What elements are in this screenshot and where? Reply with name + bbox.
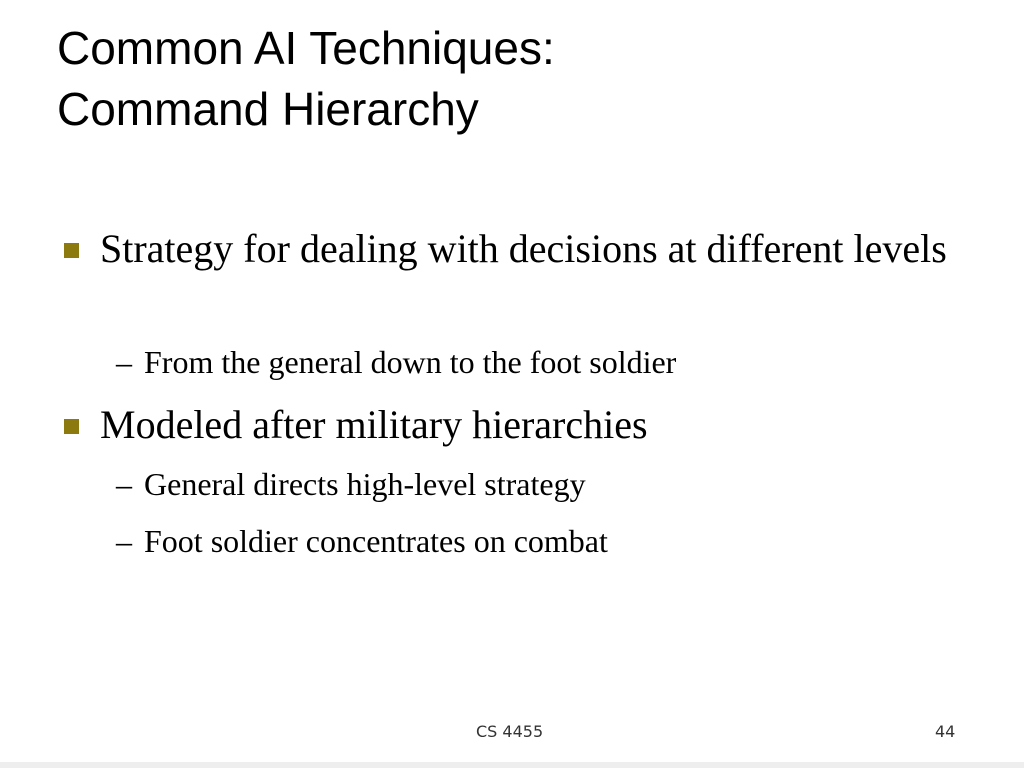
- footer-page-number: 44: [935, 722, 956, 741]
- square-bullet-icon: [64, 419, 79, 434]
- dash-marker: –: [116, 344, 132, 380]
- footer-course: CS 4455: [476, 722, 544, 741]
- bottom-divider: [0, 762, 1024, 768]
- bullet-item: Strategy for dealing with decisions at different levels: [100, 226, 947, 271]
- dash-marker: –: [116, 466, 132, 502]
- title-line-1: Common AI Techniques:: [57, 22, 555, 74]
- sub-bullet-item: From the general down to the foot soldier: [144, 344, 677, 380]
- bullet-item: Modeled after military hierarchies: [100, 402, 648, 447]
- dash-marker: –: [116, 523, 132, 559]
- sub-bullet-item: Foot soldier concentrates on combat: [144, 523, 608, 559]
- title-line-2: Command Hierarchy: [57, 83, 479, 135]
- square-bullet-icon: [64, 243, 79, 258]
- sub-bullet-item: General directs high-level strategy: [144, 466, 586, 502]
